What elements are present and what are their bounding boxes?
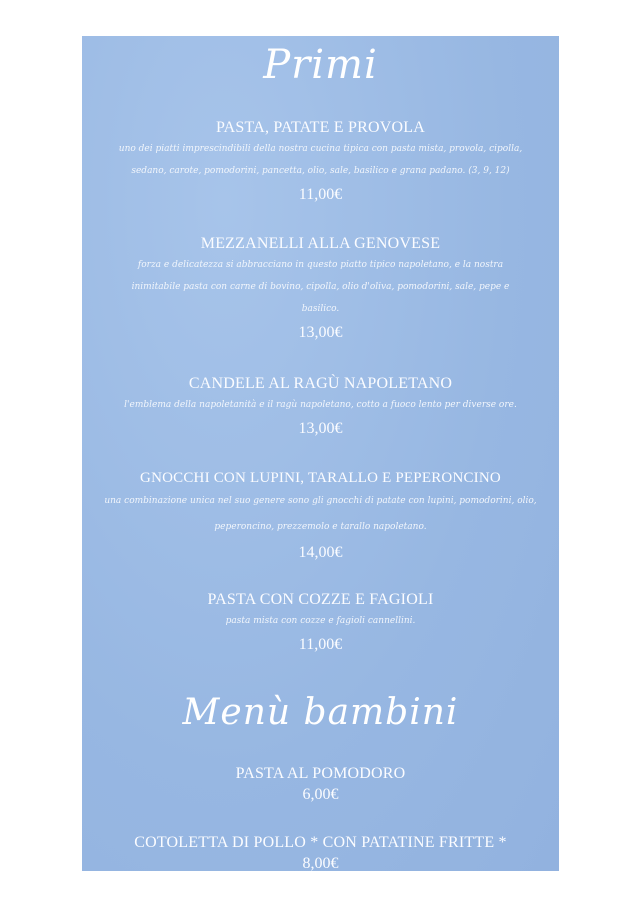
dish-price: 6,00€ <box>302 786 339 803</box>
menu-card <box>82 36 559 871</box>
section-title-bambini: Menù bambini <box>182 692 459 733</box>
dish-price: 11,00€ <box>298 636 343 653</box>
dish-mezzanelli-genovese <box>82 234 559 346</box>
dish-candele-ragu <box>82 374 559 442</box>
dish-cotoletta-pollo <box>82 833 559 871</box>
dish-description: una combinazione unica nel suo genere sono gli gnocchi di patate con lupini, pomodorini, olio, peperoncino, prezzemolo e tarallo napoletano. <box>104 496 537 532</box>
section-title-primi: Primi <box>263 42 378 88</box>
dish-description: forza e delicatezza si abbracciano in questo piatto tipico napoletano, e la nostra inimitabile pasta con carne di bovino, cipolla, olio d'oliva, pomodorini, sale, pepe e basilico. <box>131 260 510 314</box>
dish-description: l'emblema della napoletanità e il ragù napoletano, cotto a fuoco lento per diverse ore. <box>124 400 517 410</box>
dish-name: MEZZANELLI ALLA GENOVESE <box>200 235 441 252</box>
dish-pasta-pomodoro <box>82 764 559 806</box>
dish-pasta-patate-provola <box>82 118 559 208</box>
dish-name: PASTA, PATATE E PROVOLA <box>216 119 425 136</box>
dish-description: uno dei piatti imprescindibili della nostra cucina tipica con pasta mista, provola, cipolla, sedano, carote, pomodorini, pancetta, olio, sale, basilico e grana padano. (3, 9, 12) <box>118 144 523 176</box>
dish-gnocchi-lupini <box>82 468 559 566</box>
dish-price: 11,00€ <box>298 186 343 203</box>
dish-name: COTOLETTA DI POLLO * CON PATATINE FRITTE * <box>134 834 507 851</box>
dish-description: pasta mista con cozze e fagioli cannellini. <box>225 616 416 626</box>
dish-name: PASTA AL POMODORO <box>235 765 406 782</box>
dish-price: 13,00€ <box>298 420 343 437</box>
dish-price: 8,00€ <box>302 855 339 871</box>
dish-pasta-cozze-fagioli <box>82 590 559 658</box>
dish-price: 14,00€ <box>298 544 343 561</box>
dish-price: 13,00€ <box>298 324 343 341</box>
dish-name: PASTA CON COZZE E FAGIOLI <box>207 591 434 608</box>
dish-name: CANDELE AL RAGÙ NAPOLETANO <box>188 375 453 392</box>
dish-name: GNOCCHI CON LUPINI, TARALLO E PEPERONCINO <box>140 470 501 486</box>
